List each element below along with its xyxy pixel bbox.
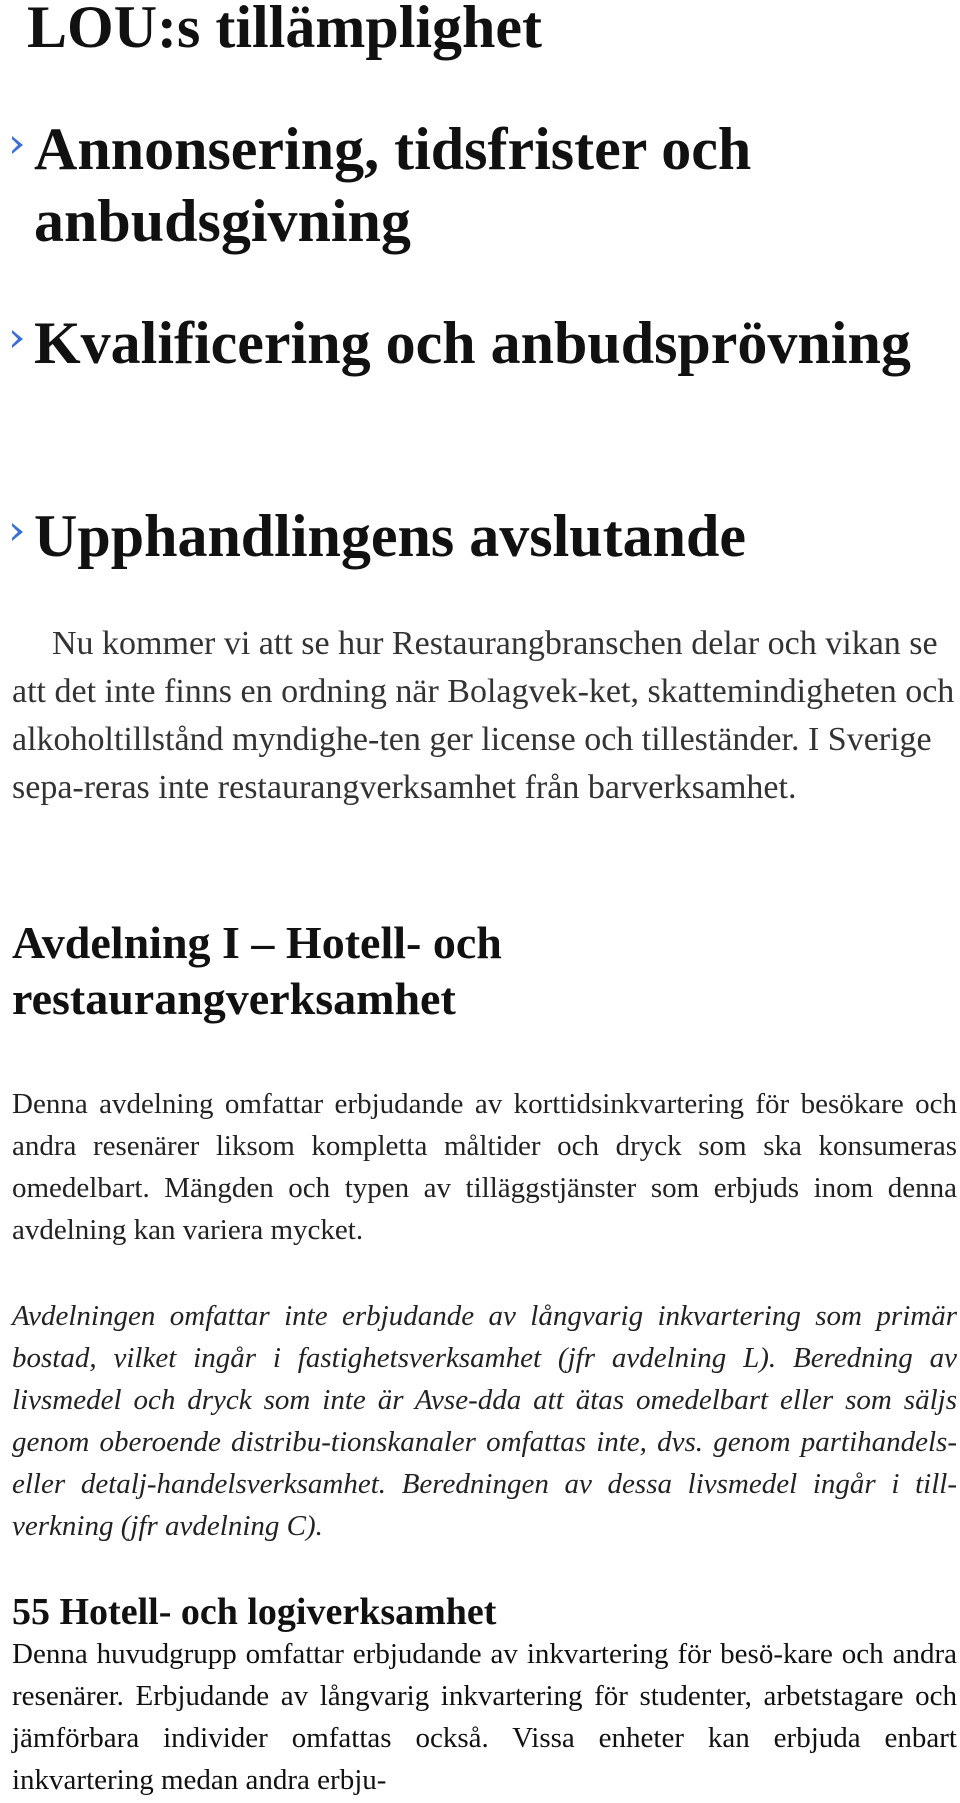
arrow-bullet-icon [12, 330, 23, 348]
intro-paragraph [12, 620, 957, 812]
bullet-item [12, 307, 932, 379]
bullet-item [12, 113, 932, 257]
section-paragraph: Denna avdelning omfattar erbjudande av korttidsinkvartering för besökare och andra resenärer liksom kompletta måltider och dryck som ska konsumeras omedelbart. Mängden och typen av tilläggstjänster som erbjuds inom denna avdelning kan variera mycket. [12, 1088, 957, 1246]
arrow-bullet-icon [12, 523, 23, 541]
subsection-heading: 55 Hotell- och logiverksamhet [12, 1591, 497, 1633]
bullet-text: Annonsering, tidsfrister och anbudsgivning [34, 116, 752, 254]
intro-text: Nu kommer vi att se hur Restaurangbranschen delar och vikan se att det inte finns en ordning när Bolagvek-ket, skattemindigheten och alkoholtillstånd myndighe-ten ger license och tilleständer. I Sverige sepa-reras inte restaurangverksamhet från barverksamhet. [12, 625, 955, 806]
bullet-text: Kvalificering och anbudsprövning [34, 310, 911, 376]
subsection-paragraph: Denna huvudgrupp omfattar erbjudande av inkvartering för besö-kare och andra resenärer. Erbjudande av långvarig inkvartering för studenter, arbetstagare och jämförbara individer omfattas också. Vissa enheter kan erbjuda enbart inkvartering medan andra erbju- [12, 1638, 957, 1796]
section-paragraph-italic: Avdelningen omfattar inte erbjudande av långvarig inkvartering som primär bostad, vilket ingår i fastighetsverksamhet (jfr avdelning L). Beredning av livsmedel och dryck som inte är Avse-dda att ätas omedelbart eller som säljs genom oberoende distribu-tionskanaler omfattas inte, dvs. genom partihandels- eller detalj-handelsverksamhet. Beredningen av dessa livsmedel ingår i till-verkning (jfr avdelning C). [12, 1300, 957, 1542]
bullet-item [12, 500, 932, 572]
bullet-text: Upphandlingens avslutande [34, 503, 746, 569]
section-heading: Avdelning I – Hotell- och restaurangverksamhet [12, 917, 502, 1024]
arrow-bullet-icon [12, 136, 23, 154]
page-title: LOU:s tillämplighet [27, 0, 543, 60]
